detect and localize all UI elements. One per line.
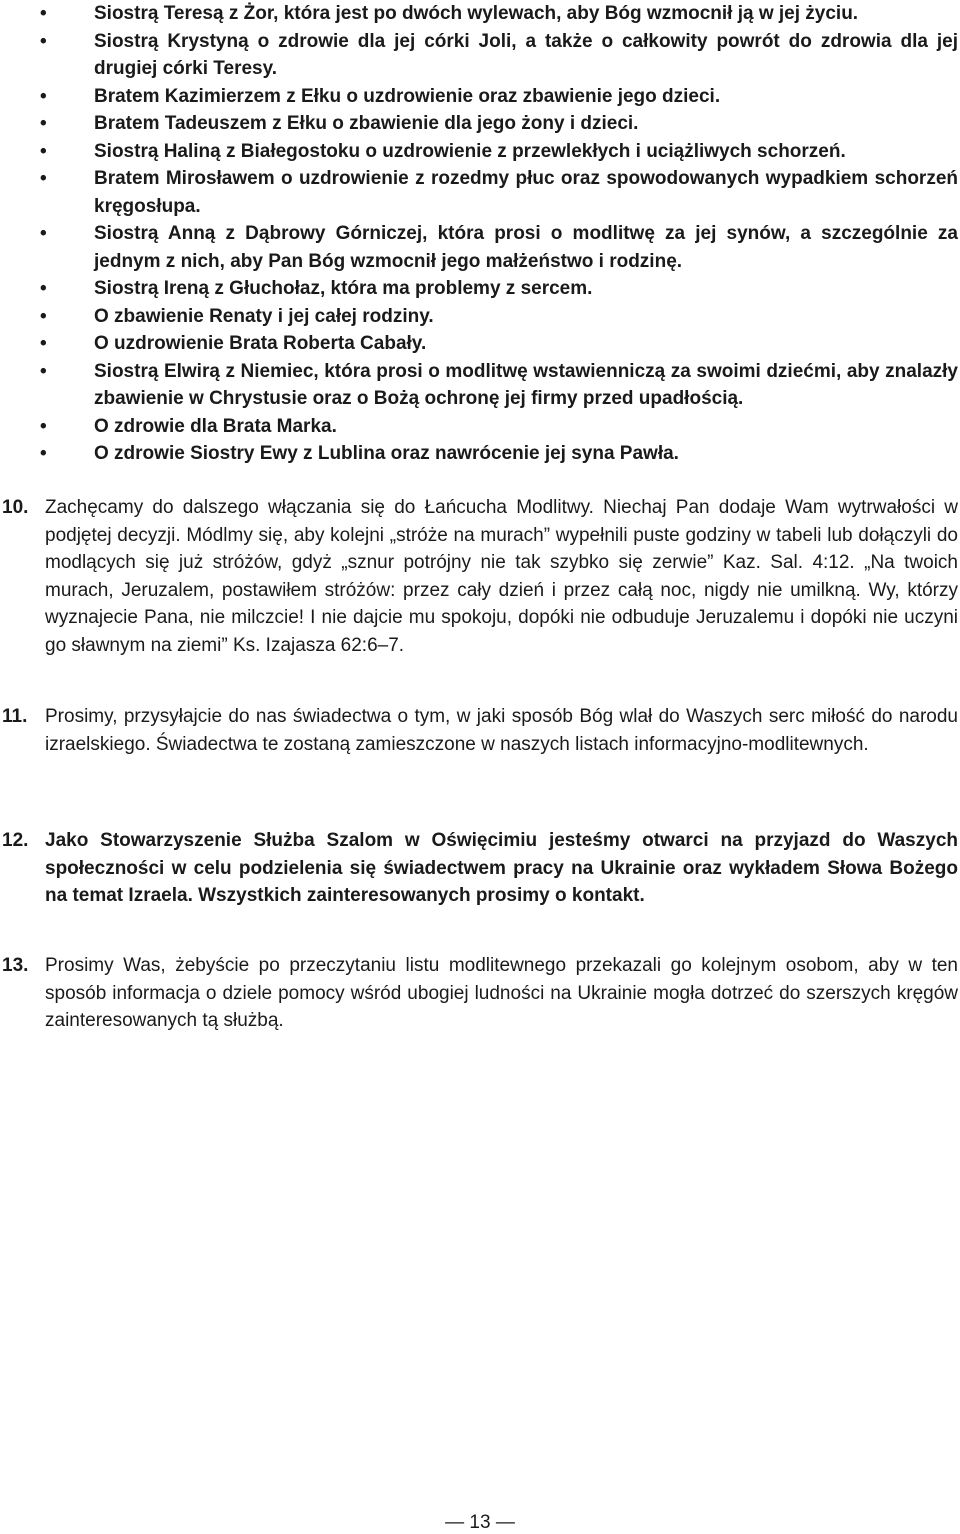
bullet-icon: • <box>40 415 47 437</box>
prayer-request-text: Bratem Kazimierzem z Ełku o uzdrowienie oraz zbawienie jego dzieci. <box>94 85 721 107</box>
prayer-request-item <box>40 165 958 220</box>
prayer-request-item <box>40 28 958 83</box>
bullet-icon: • <box>40 140 47 162</box>
prayer-request-text: Siostrą Haliną z Białegostoku o uzdrowienie z przewlekłych i uciążliwych schorzeń. <box>94 140 846 162</box>
bullet-icon: • <box>40 113 47 134</box>
bullet-icon: • <box>40 30 47 52</box>
bullet-icon: • <box>40 278 47 299</box>
paragraph-number: 12. <box>2 830 29 851</box>
bullet-icon: • <box>40 333 47 354</box>
prayer-request-text: O uzdrowienie Brata Roberta Cabały. <box>94 333 427 354</box>
prayer-request-text: Bratem Tadeuszem z Ełku o zbawienie dla jego żony i dzieci. <box>94 113 639 134</box>
paragraph-number: 11. <box>2 706 28 727</box>
prayer-request-text: Siostrą Teresą z Żor, która jest po dwóch wylewach, aby Bóg wzmocnił ją w jej życiu. <box>94 3 859 24</box>
prayer-request-text: Siostrą Ireną z Głuchołaz, która ma problemy z sercem. <box>94 278 593 299</box>
prayer-request-text: Bratem Mirosławem o uzdrowienie z rozedmy płuc oraz spowodowanych wypadkiem schorzeń kręgosłupa. <box>94 168 958 217</box>
bullet-icon: • <box>40 3 47 24</box>
bullet-icon: • <box>40 85 47 107</box>
numbered-paragraph-10 <box>2 494 958 659</box>
numbered-paragraph-11 <box>2 703 958 758</box>
prayer-request-item <box>40 138 958 166</box>
prayer-request-item <box>40 330 958 358</box>
paragraph-text: Prosimy, przysyłajcie do nas świadectwa o tym, w jaki sposób Bóg wlał do Waszych serc miłość do narodu izraelskiego. Świadectwa te zostaną zamieszczone w naszych listach informacyjno-modlitewnych. <box>45 706 958 755</box>
prayer-request-text: O zdrowie dla Brata Marka. <box>94 415 337 437</box>
prayer-request-text: Siostrą Krystyną o zdrowie dla jej córki Joli, a także o całkowity powrót do zdrowia dla jej drugiej córki Teresy. <box>94 30 958 79</box>
paragraph-text: Zachęcamy do dalszego włączania się do Łańcucha Modlitwy. Niechaj Pan dodaje Wam wytrwałości w podjętej decyzji. Módlmy się, aby kolejni „stróże na murach” wypełnili puste godziny w tabeli lub dołączyli do modlących się już stróżów, gdyż „sznur potrójny nie tak szybko się zerwie” Kaz. Sal. 4:12. „Na twoich murach, Jeruzalem, postawiłem stróżów: przez cały dzień i przez całą noc, nigdy nie umilkną. Wy, którzy wyznajecie Pana, nie milczcie! I nie dajcie mu spokoju, dopóki nie odbuduje Jeruzalemu i dopóki nie uczyni go sławnym na ziemi” Ks. Izajasza 62:6–7. <box>45 497 958 656</box>
prayer-request-text: Siostrą Anną z Dąbrowy Górniczej, która prosi o modlitwę za jej synów, a szczególnie za jednym z nich, aby Pan Bóg wzmocnił jego małżeństwo i rodzinę. <box>94 223 958 272</box>
prayer-request-item <box>40 0 958 28</box>
paragraph-number: 10. <box>2 497 29 518</box>
prayer-request-text: Siostrą Elwirą z Niemiec, która prosi o modlitwę wstawienniczą za swoimi dziećmi, aby znalazły zbawienie w Chrystusie oraz o Bożą ochronę jej firmy przed upadłością. <box>94 360 958 409</box>
numbered-paragraph-12 <box>2 827 958 910</box>
prayer-request-item <box>40 220 958 275</box>
bullet-icon: • <box>40 360 47 382</box>
prayer-request-item <box>40 358 958 413</box>
prayer-request-item <box>40 83 958 111</box>
numbered-paragraph-13 <box>2 952 958 1035</box>
prayer-request-item <box>40 275 958 303</box>
prayer-request-list <box>40 0 958 468</box>
prayer-request-item <box>40 303 958 331</box>
prayer-request-text: O zbawienie Renaty i jej całej rodziny. <box>94 305 434 327</box>
bullet-icon: • <box>40 305 47 327</box>
prayer-request-text: O zdrowie Siostry Ewy z Lublina oraz nawrócenie jej syna Pawła. <box>94 443 679 464</box>
paragraph-text: Jako Stowarzyszenie Służba Szalom w Oświęcimiu jesteśmy otwarci na przyjazd do Waszych społeczności w celu podzielenia się świadectwem pracy na Ukrainie oraz wykładem Słowa Bożego na temat Izraela. Wszystkich zainteresowanych prosimy o kontakt. <box>45 830 958 906</box>
paragraph-text: Prosimy Was, żebyście po przeczytaniu listu modlitewnego przekazali go kolejnym osobom, aby w ten sposób informacja o dziele pomocy wśród ubogiej ludności na Ukrainie mogła dotrzeć do szerszych kręgów zainteresowanych tą służbą. <box>45 955 958 1031</box>
page-number: — 13 — <box>445 1512 515 1533</box>
paragraph-number: 13. <box>2 955 29 976</box>
bullet-icon: • <box>40 443 47 464</box>
bullet-icon: • <box>40 223 47 244</box>
prayer-request-item <box>40 110 958 138</box>
prayer-request-item <box>40 440 958 468</box>
prayer-request-item <box>40 413 958 441</box>
bullet-icon: • <box>40 168 47 189</box>
